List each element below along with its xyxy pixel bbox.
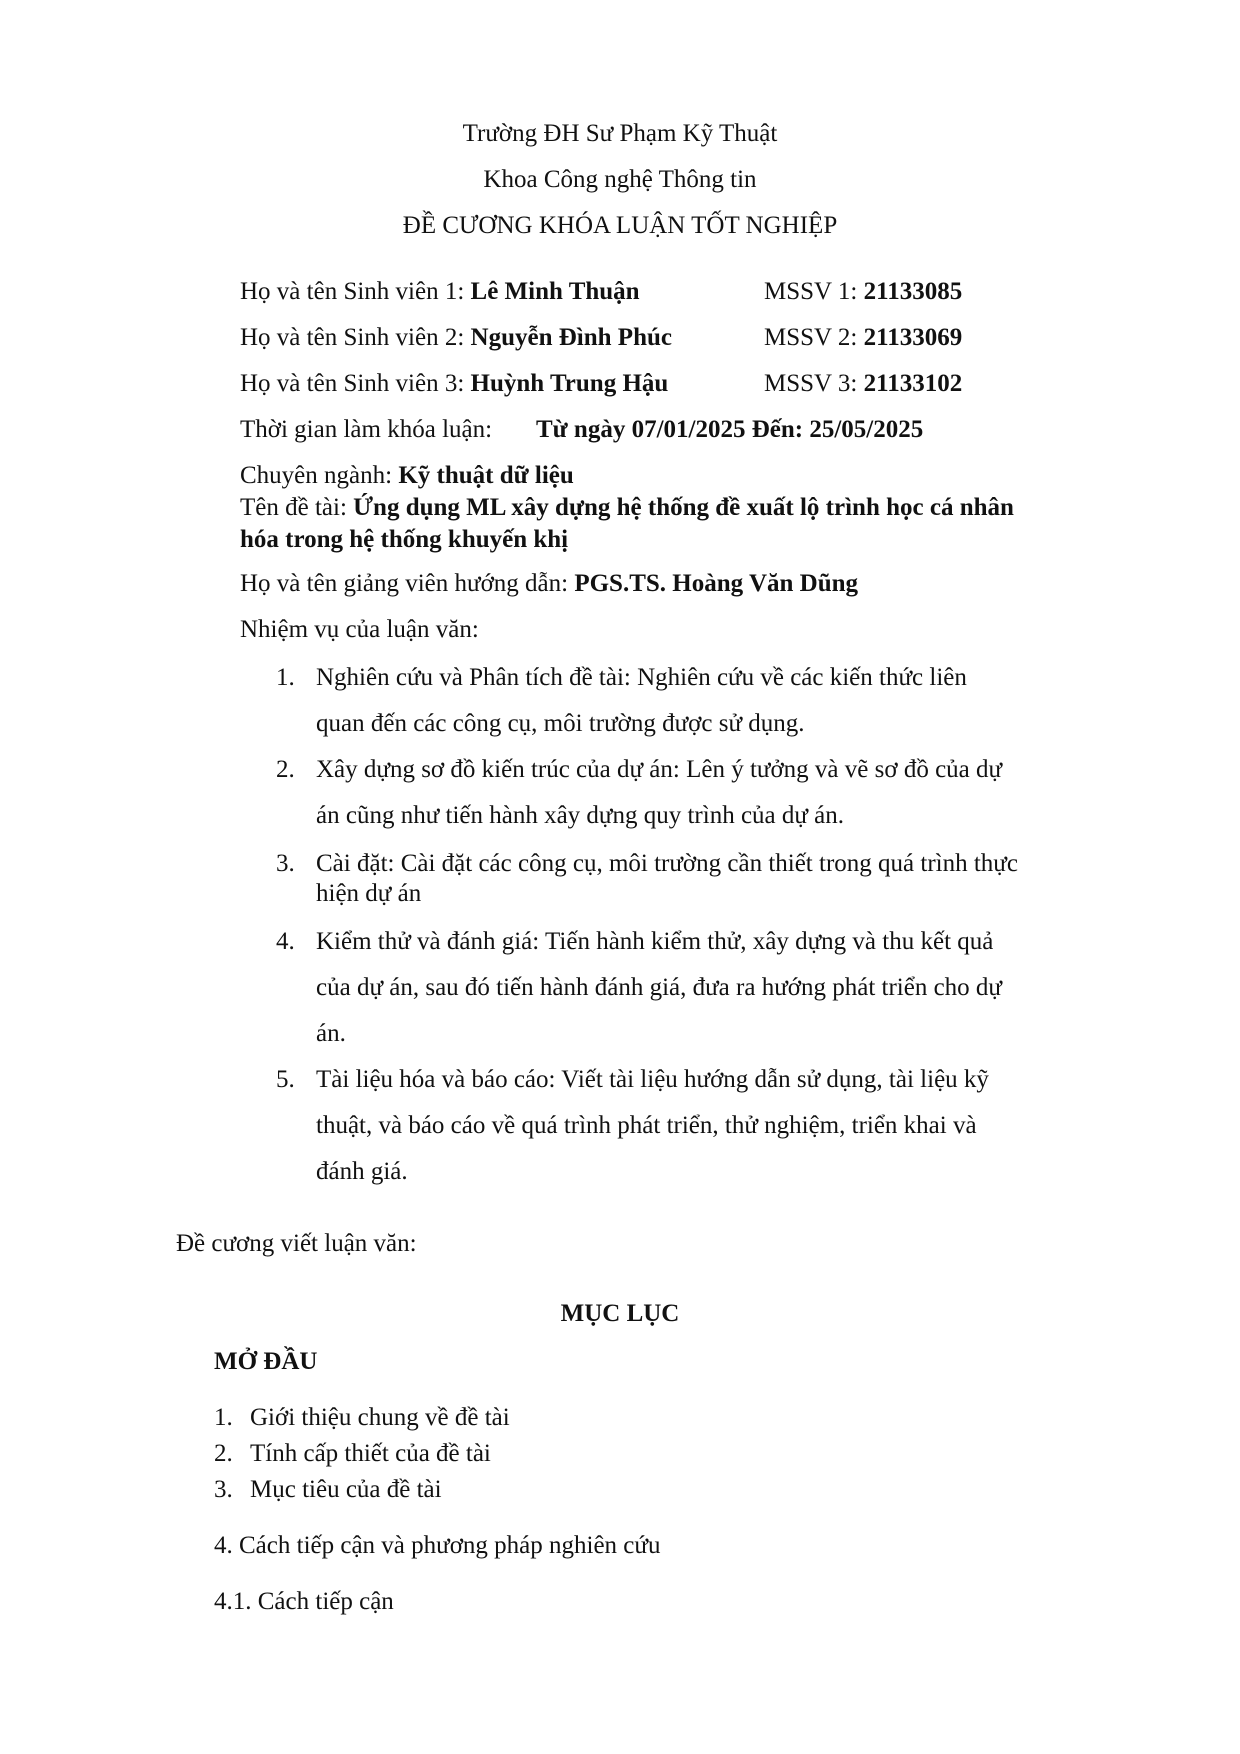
student-name: Nguyễn Đình Phúc (470, 324, 672, 351)
student-label: Họ và tên Sinh viên 2: (240, 324, 465, 351)
university-name: Trường ĐH Sư Phạm Kỹ Thuật (462, 120, 778, 147)
period-value: Từ ngày 07/01/2025 Đến: 25/05/2025 (536, 416, 924, 443)
student-name: Lê Minh Thuận (470, 278, 640, 305)
student-1-row (240, 278, 640, 307)
toc-item: Giới thiệu chung về đề tài (250, 1404, 510, 1431)
toc-title (0, 1300, 1240, 1329)
task-line: đánh giá. (316, 1158, 408, 1185)
student-id: 21133085 (863, 278, 963, 305)
document-title: ĐỀ CƯƠNG KHÓA LUẬN TỐT NGHIỆP (402, 212, 838, 239)
toc-intro (214, 1348, 317, 1377)
toc-item: Mục tiêu của đề tài (250, 1476, 442, 1503)
student-3-row (240, 370, 668, 399)
task-line: án. (316, 1020, 346, 1047)
student-2-id (764, 324, 962, 353)
major-label: Chuyên ngành: (240, 462, 393, 489)
student-id: 21133069 (863, 324, 963, 351)
advisor-label: Họ và tên giảng viên hướng dẫn: (240, 570, 569, 597)
topic-row (240, 494, 1014, 523)
toc-item-4-1: 4.1. Cách tiếp cận (214, 1588, 394, 1615)
student-id-label: MSSV 1: (764, 278, 858, 305)
task-number: 1. (276, 664, 295, 691)
student-2-row (240, 324, 672, 353)
task-line: quan đến các công cụ, môi trường được sử dụng. (316, 710, 805, 737)
advisor-row (240, 570, 858, 599)
task-number: 3. (276, 850, 295, 877)
outline-heading: Đề cương viết luận văn: (176, 1230, 417, 1257)
major-row (240, 462, 574, 491)
toc-item-number: 2. (214, 1440, 233, 1467)
toc-intro-text: MỞ ĐẦU (214, 1348, 318, 1375)
task-line: án cũng như tiến hành xây dựng quy trình của dự án. (316, 802, 845, 829)
task-line: Tài liệu hóa và báo cáo: Viết tài liệu hướng dẫn sử dụng, tài liệu kỹ (316, 1066, 989, 1093)
period-label: Thời gian làm khóa luận: (240, 416, 493, 443)
task-number: 5. (276, 1066, 295, 1093)
toc-item: Tính cấp thiết của đề tài (250, 1440, 491, 1467)
advisor-name: PGS.TS. Hoàng Văn Dũng (574, 570, 859, 597)
student-id: 21133102 (863, 370, 963, 397)
toc-item-number: 3. (214, 1476, 233, 1503)
task-line: Cài đặt: Cài đặt các công cụ, môi trường cần thiết trong quá trình thực (316, 850, 1018, 877)
toc-title-text: MỤC LỤC (560, 1300, 680, 1327)
tasks-heading: Nhiệm vụ của luận văn: (240, 616, 479, 643)
student-1-id (764, 278, 962, 307)
task-line: hiện dự án (316, 880, 422, 907)
student-label: Họ và tên Sinh viên 3: (240, 370, 465, 397)
student-id-label: MSSV 2: (764, 324, 858, 351)
topic-line-2: hóa trong hệ thống khuyến khị (240, 526, 569, 553)
student-name: Huỳnh Trung Hậu (470, 370, 669, 397)
toc-item-number: 1. (214, 1404, 233, 1431)
toc-item-4: 4. Cách tiếp cận và phương pháp nghiên cứu (214, 1532, 661, 1559)
thesis-period (240, 416, 492, 445)
task-number: 4. (276, 928, 295, 955)
period-value-wrap (536, 416, 923, 445)
task-line: Kiểm thử và đánh giá: Tiến hành kiểm thử, xây dựng và thu kết quả (316, 928, 994, 955)
faculty-name: Khoa Công nghệ Thông tin (483, 166, 757, 193)
major-value: Kỹ thuật dữ liệu (398, 462, 574, 489)
task-line: Xây dựng sơ đồ kiến trúc của dự án: Lên ý tưởng và vẽ sơ đồ của dự (316, 756, 1003, 783)
student-3-id (764, 370, 962, 399)
task-number: 2. (276, 756, 295, 783)
topic-row-2 (240, 526, 568, 555)
student-id-label: MSSV 3: (764, 370, 858, 397)
task-line: thuật, và báo cáo về quá trình phát triển, thử nghiệm, triển khai và (316, 1112, 977, 1139)
task-line: Nghiên cứu và Phân tích đề tài: Nghiên cứu về các kiến thức liên (316, 664, 967, 691)
task-line: của dự án, sau đó tiến hành đánh giá, đưa ra hướng phát triển cho dự (316, 974, 1002, 1001)
topic-line-1: Ứng dụng ML xây dựng hệ thống đề xuất lộ trình học cá nhân (353, 494, 1014, 521)
student-label: Họ và tên Sinh viên 1: (240, 278, 465, 305)
topic-label: Tên đề tài: (240, 494, 347, 521)
